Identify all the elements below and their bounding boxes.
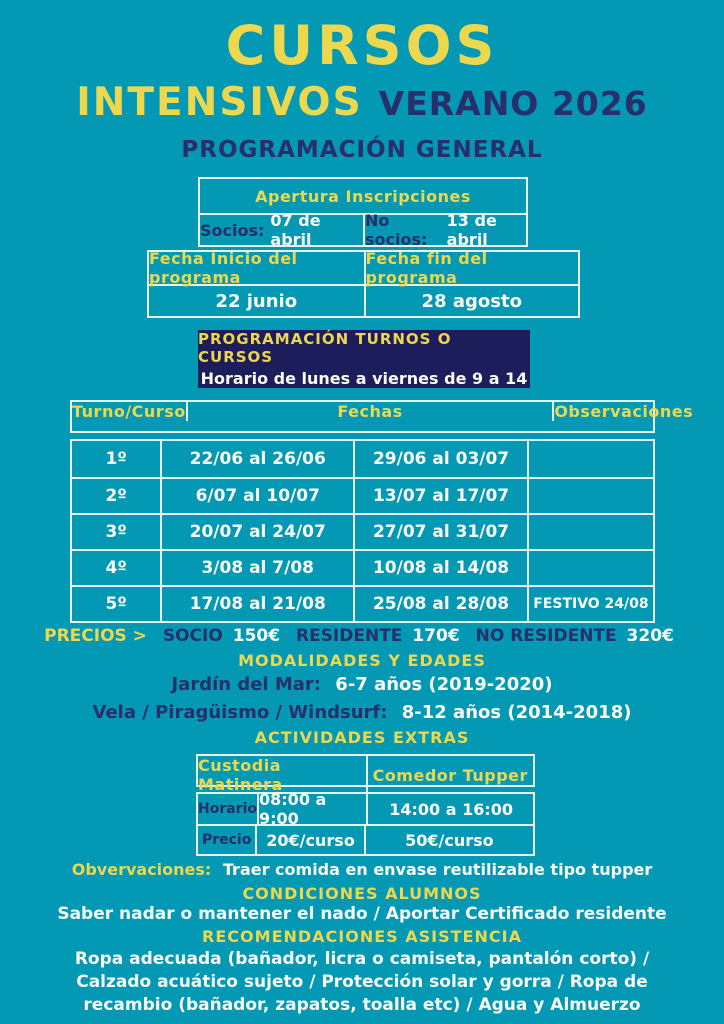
col-fechas: Fechas (186, 402, 553, 421)
extras-horario-row (198, 790, 533, 828)
turno-cell: 3º (105, 522, 127, 542)
modalidad-jardin-label: Jardín del Mar: (171, 674, 322, 695)
precio-label: Precio (201, 832, 252, 848)
table-row (72, 549, 653, 585)
socios-cell (200, 211, 363, 249)
modalidades-heading: MODALIDADES Y EDADES (238, 651, 486, 670)
no-socios-label: No socios: (365, 211, 428, 249)
turnos-banner (198, 330, 530, 388)
precio-residente-value: 170€ (412, 626, 460, 646)
inscripciones-body-row (200, 211, 526, 249)
fecha1-cell: 20/07 al 24/07 (160, 515, 353, 549)
modalidad-vela-label: Vela / Piragüismo / Windsurf: (92, 702, 388, 723)
col-comedor-tupper: Comedor Tupper (366, 756, 534, 794)
turno-cell: 4º (105, 558, 127, 578)
obs-cell (527, 515, 653, 549)
inscripciones-header: Apertura Inscripciones (255, 186, 471, 206)
fecha1-cell: 6/07 al 10/07 (160, 479, 353, 513)
precios-line (0, 626, 724, 646)
fecha-inicio-header: Fecha Inicio del programa (149, 249, 298, 287)
inscripciones-header-row (200, 179, 526, 213)
fecha2-cell: 13/07 al 17/07 (353, 479, 527, 513)
custodia-precio: 20€/curso (255, 826, 364, 854)
precio-no-residente-value: 320€ (626, 626, 674, 646)
banner-horario: Horario de lunes a viernes de 9 a 14 (200, 369, 528, 388)
condiciones-heading: CONDICIONES ALUMNOS (242, 884, 482, 903)
banner-title: PROGRAMACIÓN TURNOS O CURSOS (198, 330, 452, 366)
recomendaciones-text: Ropa adecuada (bañador, licra o camiseta, pantalón corto) / Calzado acuático sujeto / Protección solar y gorra / Ropa de recambio (bañador, zapatos, toalla etc) / Agua y Almuerzo (74, 949, 650, 1015)
turno-cell: 2º (105, 486, 127, 506)
fecha-fin-header: Fecha fin del programa (364, 252, 579, 284)
page-title: CURSOS (225, 14, 499, 77)
table-row (72, 513, 653, 549)
fecha2-cell: 25/08 al 28/08 (353, 587, 527, 621)
programa-header-row (149, 249, 578, 287)
fecha-inicio-value: 22 junio (215, 290, 298, 312)
modalidad-vela-edades: 8-12 años (2014-2018) (401, 702, 632, 723)
comedor-precio: 50€/curso (364, 826, 533, 854)
recomendaciones-heading: RECOMENDACIONES ASISTENCIA (202, 927, 522, 946)
fecha2-cell: 29/06 al 03/07 (353, 441, 527, 477)
observaciones-text: Traer comida en envase reutilizable tipo tupper (222, 860, 653, 879)
precios-label: PRECIOS > (44, 626, 147, 646)
extras-precio-row (198, 824, 533, 854)
extras-table-header (196, 754, 535, 794)
obs-cell (527, 551, 653, 585)
subtitle-programacion-general: PROGRAMACIÓN GENERAL (181, 137, 543, 163)
fecha1-cell: 17/08 al 21/08 (160, 587, 353, 621)
socios-label: Socios: (200, 220, 265, 240)
fecha2-cell: 10/08 al 14/08 (353, 551, 527, 585)
socios-date: 07 de abril (270, 211, 321, 249)
turno-cell: 1º (105, 449, 127, 469)
obs-cell (527, 441, 653, 477)
modalidad-vela-line (0, 702, 724, 723)
obs-cell: FESTIVO 24/08 (527, 587, 653, 621)
obs-cell (527, 479, 653, 513)
title-intensivos: INTENSIVOS (76, 80, 363, 125)
fecha1-cell: 3/08 al 7/08 (160, 551, 353, 585)
turno-cell: 5º (105, 594, 127, 614)
custodia-horario: 08:00 a 9:00 (257, 794, 366, 824)
precio-residente-label: RESIDENTE (295, 626, 403, 646)
col-observaciones: Observaciones (554, 402, 694, 421)
programa-body-row (149, 284, 578, 316)
inscripciones-table (198, 177, 528, 247)
precio-socio-value: 150€ (232, 626, 281, 646)
programa-table (147, 250, 580, 318)
precio-socio-label: SOCIO (162, 626, 223, 646)
col-turno-curso: Turno/Curso (72, 402, 186, 421)
no-socios-cell (363, 211, 526, 249)
observaciones-line (0, 860, 724, 879)
turnos-table-body (70, 439, 655, 623)
extras-table-body (196, 792, 535, 856)
extras-heading: ACTIVIDADES EXTRAS (254, 728, 470, 747)
no-socios-date: 13 de abril (446, 211, 497, 249)
turnos-table-header (70, 400, 694, 433)
modalidad-jardin-edades: 6-7 años (2019-2020) (335, 674, 553, 695)
horario-label: Horario (198, 801, 258, 817)
title-line2 (0, 80, 724, 125)
comedor-horario: 14:00 a 16:00 (366, 794, 535, 824)
table-row (72, 441, 653, 477)
extras-header-row (198, 756, 533, 794)
turnos-header-row (72, 402, 694, 421)
condiciones-text: Saber nadar o mantener el nado / Aportar Certificado residente (57, 904, 667, 924)
col-custodia-matinera: Custodia Matinera (198, 756, 283, 794)
table-row (72, 477, 653, 513)
fecha2-cell: 27/07 al 31/07 (353, 515, 527, 549)
observaciones-label: Obvervaciones: (71, 860, 212, 879)
modalidad-jardin-line (0, 674, 724, 695)
precio-no-residente-label: NO RESIDENTE (475, 626, 617, 646)
fecha-fin-value: 28 agosto (364, 286, 579, 316)
fecha1-cell: 22/06 al 26/06 (160, 441, 353, 477)
title-verano: VERANO 2026 (378, 84, 648, 123)
table-row (72, 585, 653, 621)
